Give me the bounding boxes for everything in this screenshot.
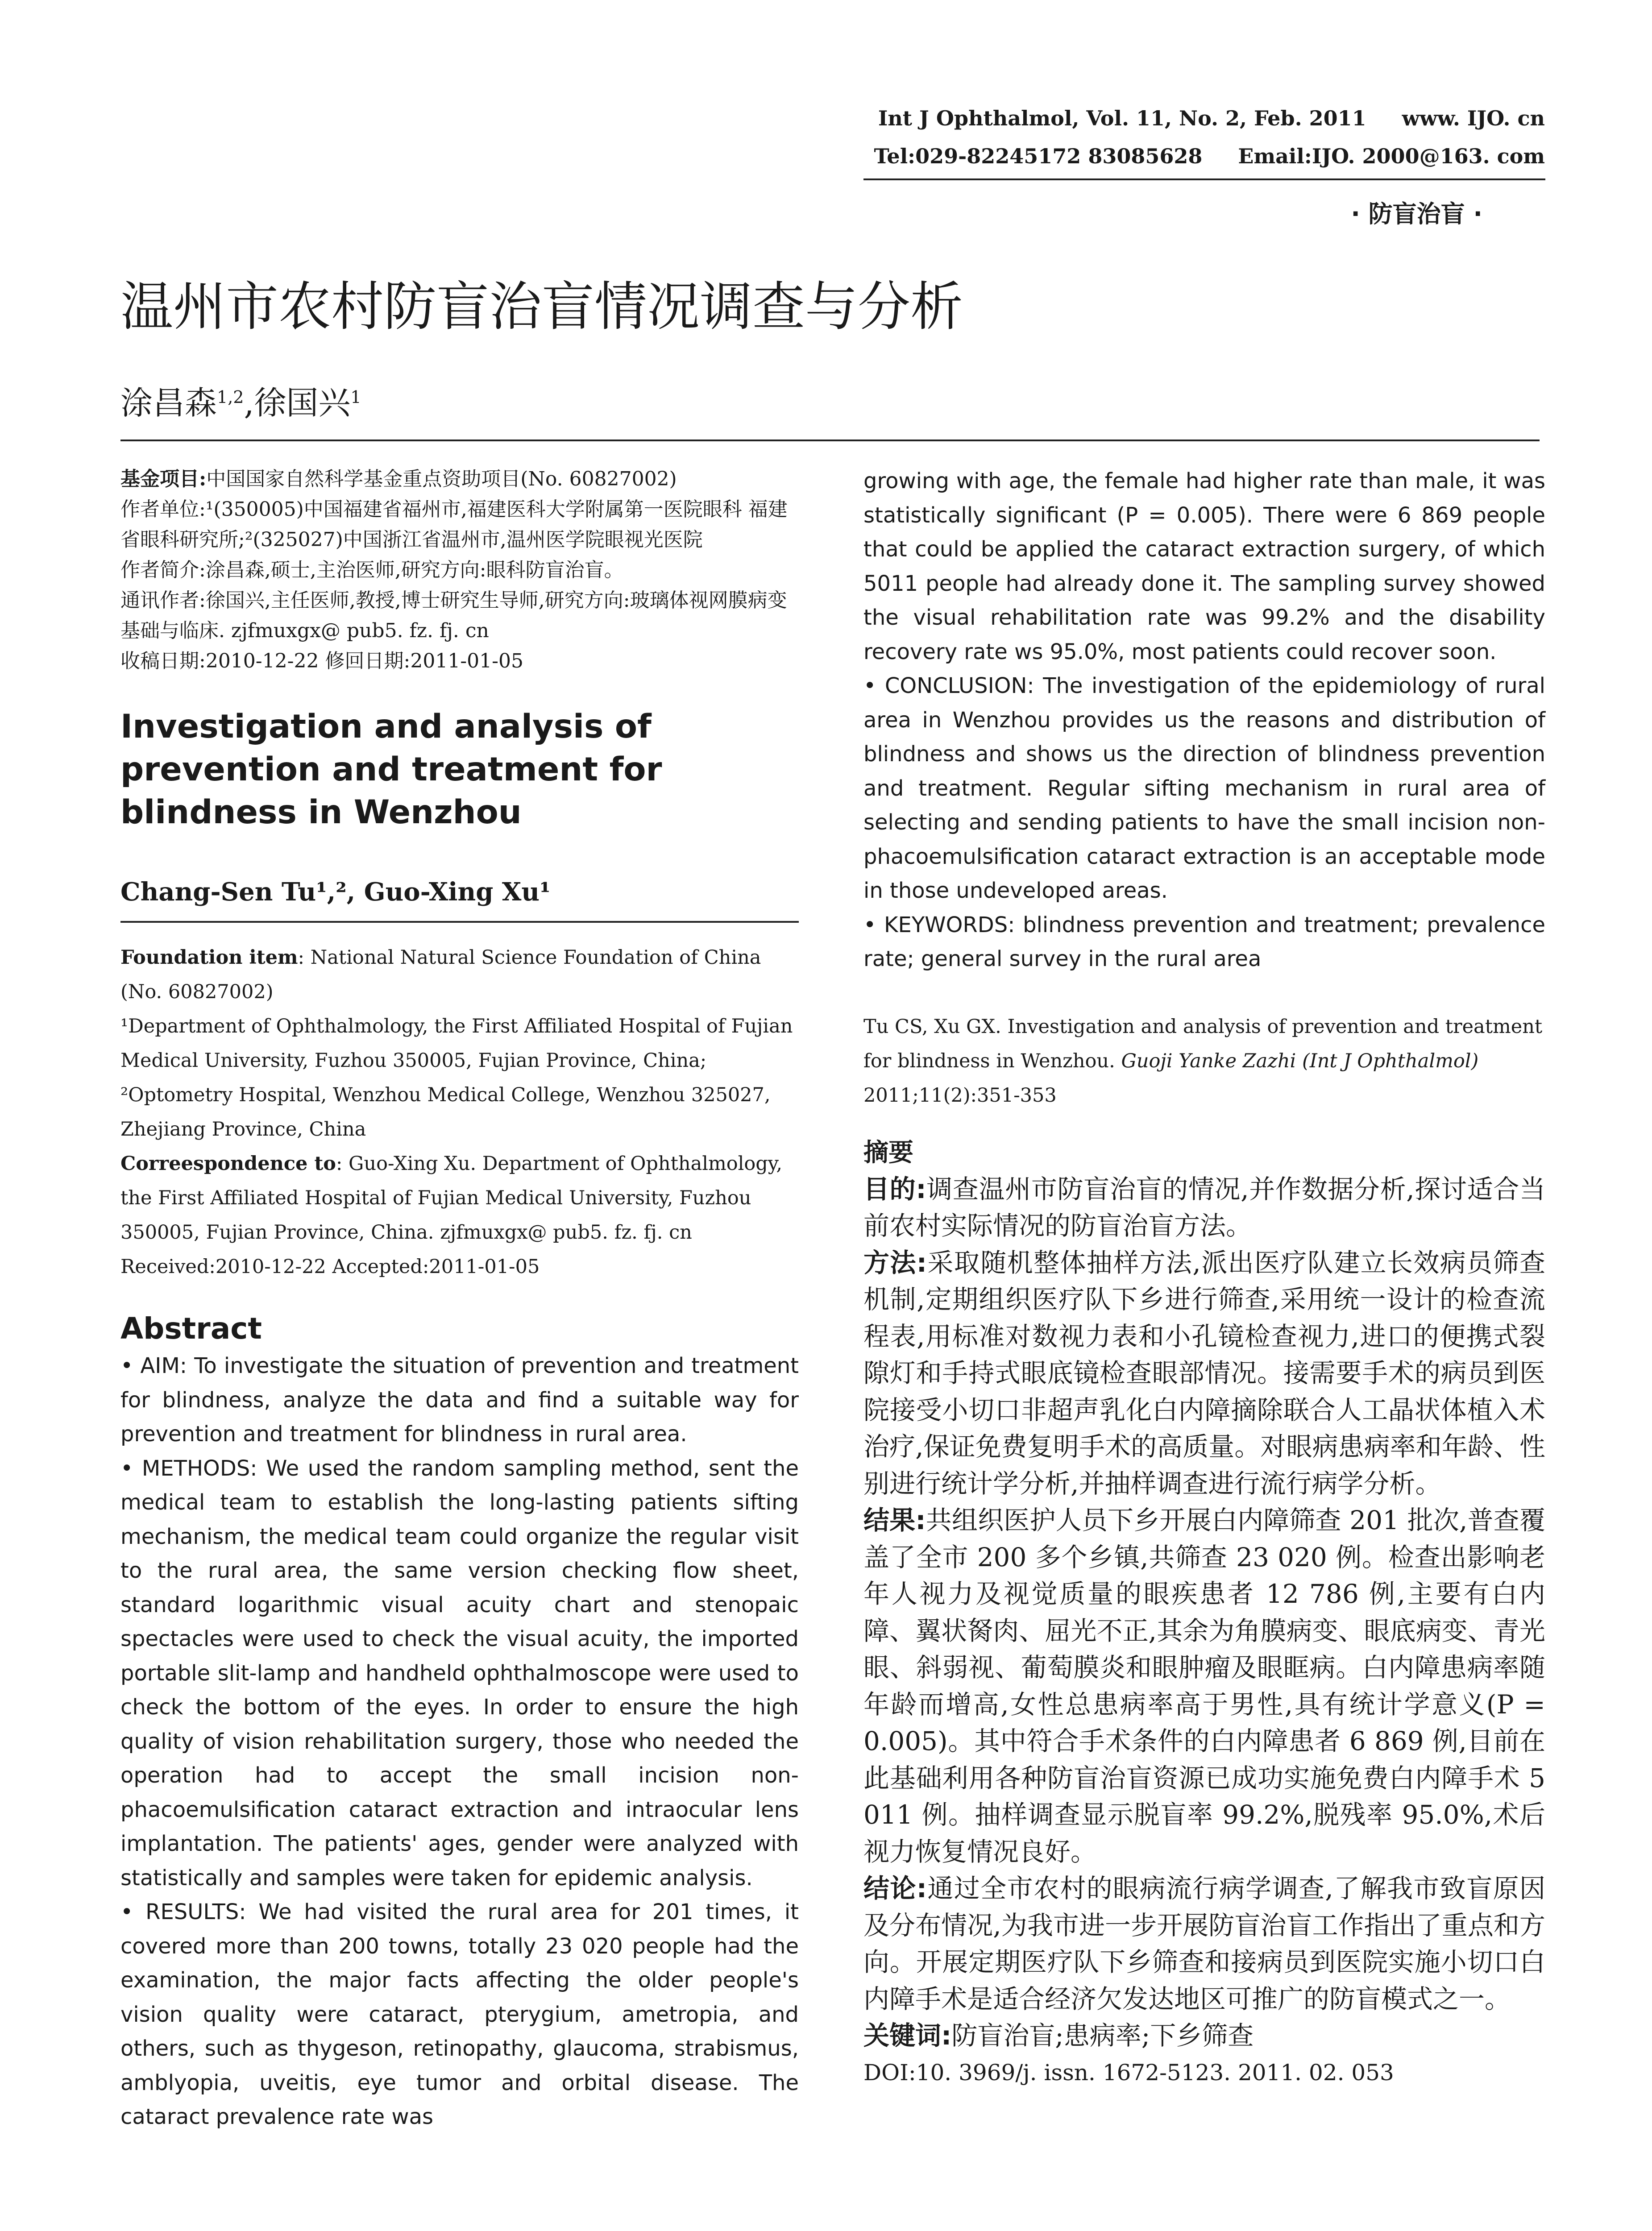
- journal-website: www. IJO. cn: [1402, 106, 1545, 130]
- page-title: 温州市农村防盲治盲情况调查与分析: [120, 276, 963, 337]
- zh-results-label: 结果:: [863, 1505, 926, 1535]
- english-title: Investigation and analysis of prevention and treatment for blindness in Wenzhou: [120, 708, 662, 831]
- en-dates-item: Received:2010-12-22 Accepted:2011-01-05: [120, 1256, 540, 1278]
- zh-methods-text: 采取随机整体抽样方法,派出医疗队建立长效病员筛查机制,定期组织医疗队下乡进行筛查,采用统一设计的检查流程表,用标准对数视力表和小孔镜检查视力,进口的便携式裂隙灯和手持式眼底镜检查眼部情况。接需要手术的病员到医院接受小切口非超声乳化白内障摘除联合人工晶状体植入术治疗,保证免费复明手术的高质量。对眼病患病率和年龄、性别进行统计学分析,并抽样调查进行流行病学分析。: [863, 1247, 1545, 1499]
- en-info-block: [120, 941, 799, 1284]
- dates-item: 收稿日期:2010-12-22 修回日期:2011-01-05: [120, 650, 524, 672]
- abstract-conclusion: • CONCLUSION: The investigation of the epidemiology of rural area in Wenzhou provides us the reasons and distribution of blindness and shows us the direction of blindness prevention and treatment. Regular sifting mechanism in rural area of selecting and sending patients to have the small incision non-phacoemulsification cataract extraction is an acceptable mode in those undeveloped areas.: [863, 673, 1545, 903]
- zh-abstract-heading: 摘要: [863, 1138, 913, 1167]
- foundation-text: : National Natural Science Foundation of China (No. 60827002): [120, 946, 761, 1003]
- journal-email: Email:IJO. 2000@163. com: [1238, 144, 1545, 168]
- zh-aim-label: 目的:: [863, 1174, 926, 1204]
- zh-results: [863, 1502, 1545, 1870]
- en-affiliation-item: ¹Department of Ophthalmology, the First Affiliated Hospital of Fujian Medical University, Fuzhou 350005, Fujian Province, China; ²Optometry Hospital, Wenzhou Medical College, Wenzhou 325027, Zhejiang Province, China: [120, 1015, 793, 1140]
- zh-aim-text: 调查温州市防盲治盲的情况,并作数据分析,探讨适合当前农村实际情况的防盲治盲方法。: [863, 1174, 1545, 1241]
- right-column: [863, 464, 1545, 2091]
- funding-label: 基金项目:: [120, 468, 207, 490]
- english-authors: Chang-Sen Tu¹,², Guo-Xing Xu¹: [120, 877, 551, 907]
- citation: [863, 1010, 1545, 1113]
- zh-conclusion-text: 通过全市农村的眼病流行病学调查,了解我市致盲原因及分布情况,为我市进一步开展防盲治盲工作指出了重点和方向。开展定期医疗队下乡筛查和接病员到医院实施小切口白内障手术是适合经济欠发达地区可推广的防盲模式之一。: [863, 1873, 1545, 2014]
- zh-conclusion: [863, 1870, 1545, 2017]
- zh-methods-label: 方法:: [863, 1247, 927, 1278]
- abstract-aim: • AIM: To investigate the situation of prevention and treatment for blindness, analyze the data and find a suitable way for prevention and treatment for blindness in rural area.: [120, 1353, 799, 1447]
- abstract-keywords: • KEYWORDS: blindness prevention and treatment; prevalence rate; general survey in the rural area: [863, 912, 1545, 971]
- abstract-results-part2: growing with age, the female had higher rate than male, it was statistically significant (P = 0.005). There were 6 869 people that could be applied the cataract extraction surgery, of which 5011 people had already done it. The sampling survey showed the visual rehabilitation rate was 99.2% and the disability recovery rate ws 95.0%, most patients could recover soon.: [863, 469, 1545, 664]
- left-column: [120, 464, 799, 2134]
- correspondence-text: : Guo-Xing Xu. Department of Ophthalmology, the First Affiliated Hospital of Fujian Medical University, Fuzhou 350005, Fujian Province, China. zjfmuxgx@ pub5. fz. fj. cn: [120, 1153, 783, 1244]
- journal-header-line1: [878, 105, 1545, 132]
- abstract-heading: Abstract: [120, 1311, 262, 1346]
- journal-header-line2: [874, 143, 1545, 170]
- citation-volume: 2011;11(2):351-353: [863, 1084, 1057, 1107]
- zh-keywords: [863, 2017, 1545, 2054]
- abstract-left-body: [120, 1349, 799, 2134]
- author-2: 徐国兴: [254, 384, 351, 422]
- correspondence-item: 通讯作者:徐国兴,主任医师,教授,博士研究生导师,研究方向:玻璃体视网膜病变基础与临床. zjfmuxgx@ pub5. fz. fj. cn: [120, 589, 787, 642]
- abstract-right-body: [863, 464, 1545, 976]
- zh-aim: [863, 1171, 1545, 1244]
- author-1-affiliation: 1,2: [217, 387, 244, 407]
- english-authors-rule: [120, 921, 799, 923]
- authors-cn: [120, 375, 361, 425]
- zh-methods: [863, 1244, 1545, 1502]
- funding-item: [120, 464, 799, 494]
- zh-results-text: 共组织医护人员下乡开展白内障筛查 201 批次,普查覆盖了全市 200 多个乡镇,共筛查 23 020 例。检查出影响老年人视力及视觉质量的眼疾患者 12 786 例,主要有白内障、翼状胬肉、屈光不正,其余为角膜病变、眼底病变、青光眼、斜弱视、葡萄膜炎和眼肿瘤及眼眶病。白内障患病率随年龄而增高,女性总患病率高于男性,具有统计学意义(P = 0.005)。其中符合手术条件的白内障患者 6 869 例,目前在此基础利用各种防盲治盲资源已成功实施免费白内障手术 5 011 例。抽样调查显示脱盲率 99.2%,脱残率 95.0%,术后视力恢复情况良好。: [863, 1505, 1546, 1867]
- author-separator: ,: [244, 384, 254, 422]
- zh-abstract-body: [863, 1171, 1545, 2091]
- author-1: 涂昌森: [120, 384, 217, 422]
- journal-citation: Int J Ophthalmol, Vol. 11, No. 2, Feb. 2011: [878, 106, 1366, 130]
- citation-journal: Guoji Yanke Zazhi (Int J Ophthalmol): [1121, 1049, 1479, 1072]
- zh-conclusion-label: 结论:: [863, 1873, 927, 1903]
- foundation-label: Foundation item: [120, 946, 298, 969]
- title-rule: [120, 440, 1540, 441]
- correspondence-label: Correespondence to: [120, 1153, 336, 1175]
- citation-text: Tu CS, Xu GX. Investigation and analysis of prevention and treatment for blindness in Wenzhou.: [863, 1015, 1543, 1072]
- en-correspondence-item: [120, 1147, 799, 1250]
- author-intro-item: 作者简介:涂昌森,硕士,主治医师,研究方向:眼科防盲治盲。: [120, 559, 624, 581]
- journal-tel: Tel:029-82245172 83085628: [874, 144, 1203, 168]
- zh-doi: DOI:10. 3969/j. issn. 1672-5123. 2011. 02. 053: [863, 2059, 1394, 2086]
- section-tag: · 防盲治盲 ·: [1351, 200, 1482, 228]
- affiliation-item: 作者单位:¹(350005)中国福建省福州市,福建医科大学附属第一医院眼科 福建省眼科研究所;²(325027)中国浙江省温州市,温州医学院眼视光医院: [120, 498, 788, 551]
- foundation-item: [120, 941, 799, 1009]
- cn-info-block: [120, 464, 799, 676]
- abstract-results-part1: • RESULTS: We had visited the rural area for 201 times, it covered more than 200 towns, totally 23 020 people had the examination, the major facts affecting the older people's vision quality were cataract, pterygium, ametropia, and others, such as thygeson, retinopathy, glaucoma, strabismus, amblyopia, uveitis, eye tumor and orbital disease. The cataract prevalence rate was: [120, 1899, 799, 2129]
- abstract-methods: • METHODS: We used the random sampling method, sent the medical team to establish the long-lasting patients sifting mechanism, the medical team could organize the regular visit to the rural area, the same version checking flow sheet, standard logarithmic visual acuity chart and stenopaic spectacles were used to check the visual acuity, the imported portable slit-lamp and handheld ophthalmoscope were used to check the bottom of the eyes. In order to ensure the high quality of vision rehabilitation surgery, those who needed the operation had to accept the small incision non-phacoemulsification cataract extraction and intraocular lens implantation. The patients' ages, gender were analyzed with statistically and samples were taken for epidemic analysis.: [120, 1456, 799, 1891]
- header-rule: [863, 178, 1545, 180]
- author-2-affiliation: 1: [350, 387, 361, 407]
- funding-text: 中国国家自然科学基金重点资助项目(No. 60827002): [206, 468, 677, 490]
- zh-keywords-text: 防盲治盲;患病率;下乡筛查: [951, 2020, 1254, 2051]
- zh-keywords-label: 关键词:: [863, 2020, 952, 2051]
